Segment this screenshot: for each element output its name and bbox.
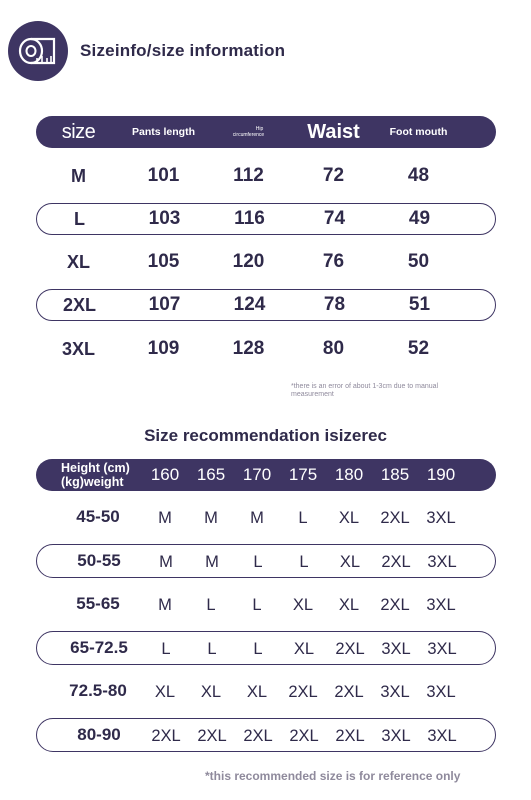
row-foot-mouth: 51 bbox=[408, 294, 431, 315]
row-size-value: L bbox=[207, 640, 217, 658]
row-size-value: 2XL bbox=[288, 683, 318, 701]
row-foot-mouth: 48 bbox=[407, 165, 430, 186]
row-size-value: 2XL bbox=[151, 727, 181, 745]
table-row bbox=[36, 718, 496, 752]
row-size-value: 2XL bbox=[335, 727, 365, 745]
row-size: XL bbox=[66, 251, 90, 272]
row-waist: 76 bbox=[322, 251, 345, 272]
row-size: 2XL bbox=[62, 294, 96, 315]
header-height-label: Height (cm) bbox=[61, 461, 130, 475]
page-title: Sizeinfo/size information bbox=[80, 41, 286, 60]
header-height-value: 165 bbox=[196, 465, 226, 484]
tape-measure-badge bbox=[8, 21, 68, 81]
row-size-value: L bbox=[298, 509, 308, 527]
table-row bbox=[36, 160, 496, 192]
row-size-value: 3XL bbox=[427, 640, 457, 658]
table-row bbox=[36, 289, 496, 321]
row-weight: 72.5-80 bbox=[69, 681, 127, 700]
row-foot-mouth: 49 bbox=[408, 208, 431, 229]
row-size-value: XL bbox=[293, 640, 315, 658]
row-size-value: XL bbox=[246, 683, 268, 701]
row-size-value: 2XL bbox=[380, 596, 410, 614]
row-size-value: 2XL bbox=[243, 727, 273, 745]
recommendation-header bbox=[36, 459, 496, 491]
row-pants-length: 107 bbox=[148, 294, 181, 315]
row-weight: 65-72.5 bbox=[70, 638, 128, 657]
row-waist: 78 bbox=[323, 294, 346, 315]
row-pants-length: 109 bbox=[147, 338, 180, 359]
row-pants-length: 105 bbox=[147, 251, 180, 272]
row-size-value: M bbox=[158, 596, 172, 614]
row-size-value: 3XL bbox=[427, 553, 457, 571]
row-size-value: XL bbox=[292, 596, 314, 614]
row-size-value: M bbox=[205, 553, 219, 571]
table-row bbox=[36, 333, 496, 365]
header-height-value: 180 bbox=[334, 465, 364, 484]
row-size-value: L bbox=[253, 640, 263, 658]
row-size-value: 2XL bbox=[289, 727, 319, 745]
row-size: M bbox=[71, 165, 86, 186]
row-hip: 120 bbox=[232, 251, 265, 272]
row-size-value: L bbox=[252, 596, 262, 614]
row-size-value: XL bbox=[338, 596, 360, 614]
row-foot-mouth: 52 bbox=[407, 338, 430, 359]
header-pants-length: Pants length bbox=[131, 126, 195, 138]
row-weight: 50-55 bbox=[77, 551, 121, 570]
row-size-value: 2XL bbox=[334, 683, 364, 701]
page-header bbox=[8, 20, 285, 82]
table-row bbox=[36, 203, 496, 235]
row-waist: 74 bbox=[323, 208, 346, 229]
row-hip: 112 bbox=[233, 165, 264, 186]
header-size: size bbox=[61, 120, 96, 143]
row-size-value: 2XL bbox=[197, 727, 227, 745]
recommendation-title: Size recommendation isizerec bbox=[144, 426, 387, 445]
row-hip: 128 bbox=[232, 338, 265, 359]
header-waist: Waist bbox=[307, 120, 360, 143]
row-size-value: XL bbox=[154, 683, 176, 701]
row-size-value: XL bbox=[200, 683, 222, 701]
header-height-value: 170 bbox=[242, 465, 272, 484]
table-row bbox=[36, 675, 496, 709]
row-size-value: L bbox=[206, 596, 216, 614]
row-size-value: 3XL bbox=[427, 727, 457, 745]
row-size-value: M bbox=[204, 509, 218, 527]
row-size-value: M bbox=[158, 509, 172, 527]
size-table-header bbox=[36, 116, 496, 148]
row-pants-length: 103 bbox=[148, 208, 181, 229]
row-size-value: 3XL bbox=[380, 683, 410, 701]
table-row bbox=[36, 588, 496, 622]
row-size-value: 3XL bbox=[381, 727, 411, 745]
header-height-value: 190 bbox=[426, 465, 456, 484]
header-hip-circumference bbox=[206, 126, 291, 138]
row-size-value: L bbox=[299, 553, 309, 571]
row-size-value: XL bbox=[339, 553, 361, 571]
row-size-value: 2XL bbox=[335, 640, 365, 658]
table-row bbox=[36, 544, 496, 578]
row-size-value: 3XL bbox=[426, 596, 456, 614]
row-size-value: XL bbox=[338, 509, 360, 527]
row-weight: 80-90 bbox=[77, 725, 121, 744]
row-size-value: L bbox=[161, 640, 171, 658]
row-weight: 45-50 bbox=[76, 507, 120, 526]
row-size-value: L bbox=[253, 553, 263, 571]
row-size-value: 3XL bbox=[381, 640, 411, 658]
row-foot-mouth: 50 bbox=[407, 251, 430, 272]
header-height-weight bbox=[61, 461, 130, 489]
tape-measure-icon bbox=[18, 36, 58, 66]
header-height-value: 160 bbox=[150, 465, 180, 484]
row-size-value: M bbox=[250, 509, 264, 527]
header-weight-label: (kg)weight bbox=[61, 475, 124, 489]
table-row bbox=[36, 501, 496, 535]
measurement-note: *there is an error of about 1-3cm due to manual measurement bbox=[291, 383, 439, 398]
row-size: 3XL bbox=[61, 338, 95, 359]
header-hip-bottom: circumference bbox=[232, 132, 265, 138]
row-size-value: M bbox=[159, 553, 173, 571]
row-size: L bbox=[74, 208, 85, 229]
row-pants-length: 101 bbox=[147, 165, 180, 186]
table-row bbox=[36, 631, 496, 665]
table-row bbox=[36, 246, 496, 278]
row-hip: 116 bbox=[234, 208, 265, 229]
reference-note: *this recommended size is for reference only bbox=[205, 769, 461, 783]
header-hip-top: Hip bbox=[255, 126, 264, 132]
row-size-value: 3XL bbox=[426, 683, 456, 701]
row-waist: 80 bbox=[322, 338, 345, 359]
header-height-value: 185 bbox=[380, 465, 410, 484]
row-waist: 72 bbox=[322, 165, 345, 186]
row-hip: 124 bbox=[233, 294, 266, 315]
row-size-value: 2XL bbox=[381, 553, 411, 571]
header-foot-mouth: Foot mouth bbox=[389, 126, 448, 138]
header-height-value: 175 bbox=[288, 465, 318, 484]
row-size-value: 2XL bbox=[380, 509, 410, 527]
row-size-value: 3XL bbox=[426, 509, 456, 527]
row-weight: 55-65 bbox=[76, 594, 120, 613]
